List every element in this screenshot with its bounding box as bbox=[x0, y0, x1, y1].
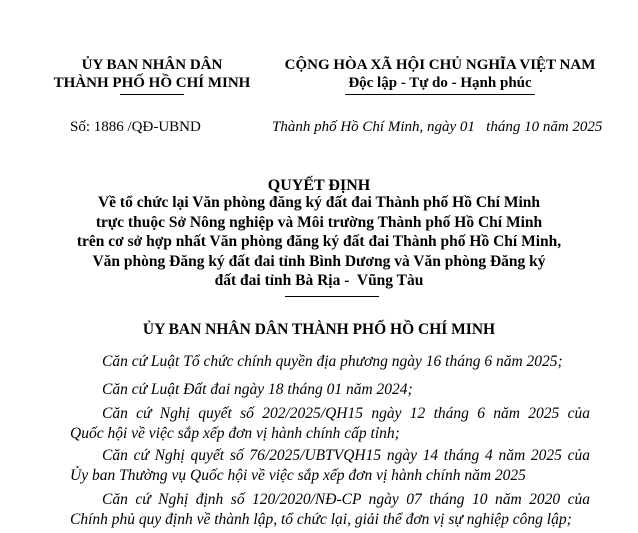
title-line-3: trên cơ sở hợp nhất Văn phòng đăng ký đất đai Thành phố Hồ Chí Minh, bbox=[76, 233, 562, 250]
title-line-1: Về tổ chức lại Văn phòng đăng ký đất đai Thành phố Hồ Chí Minh bbox=[97, 194, 540, 211]
issuer-underline bbox=[120, 94, 184, 95]
legal-ground-2: Căn cứ Luật Đất đai ngày 18 tháng 01 năm 2024; bbox=[102, 381, 413, 398]
legal-ground-4-cont: Ủy ban Thường vụ Quốc hội về việc sắp xếp đơn vị hành chính năm 2025 bbox=[70, 467, 526, 484]
title-underline bbox=[285, 296, 379, 297]
title-line-5: đất đai tỉnh Bà Rịa - Vũng Tàu bbox=[214, 272, 424, 289]
title-line-4: Văn phòng Đăng ký đất đai tỉnh Bình Dương và Văn phòng Đăng ký bbox=[92, 252, 546, 270]
issuer-name-line1: ỦY BAN NHÂN DÂN bbox=[81, 57, 223, 73]
legal-ground-1: Căn cứ Luật Tổ chức chính quyền địa phương ngày 16 tháng 6 năm 2025; bbox=[102, 353, 563, 370]
title-line-2: trực thuộc Sở Nông nghiệp và Môi trường Thành phố Hồ Chí Minh bbox=[95, 213, 543, 231]
national-motto: Độc lập - Tự do - Hạnh phúc bbox=[348, 75, 532, 91]
legal-ground-3: Căn cứ Nghị quyết số 202/2025/QH15 ngày 12 tháng 6 năm 2025 của bbox=[102, 405, 590, 422]
legal-ground-5: Căn cứ Nghị định số 120/2020/NĐ-CP ngày 07 tháng 10 năm 2020 của bbox=[102, 491, 590, 508]
place-and-date: Thành phố Hồ Chí Minh, ngày 01 tháng 10 năm 2025 bbox=[272, 119, 603, 135]
motto-underline bbox=[345, 94, 535, 95]
document-number: Số: 1886 /QĐ-UBND bbox=[70, 119, 201, 135]
legal-ground-3-cont: Quốc hội về việc sắp xếp đơn vị hành chính cấp tỉnh; bbox=[70, 425, 400, 442]
legal-ground-4: Căn cứ Nghị quyết số 76/2025/UBTVQH15 ngày 14 tháng 4 năm 2025 của bbox=[102, 447, 590, 464]
issuer-name-line2: THÀNH PHỐ HỒ CHÍ MINH bbox=[53, 75, 251, 91]
legal-ground-5-cont: Chính phủ quy định về thành lập, tổ chức lại, giải thể đơn vị sự nghiệp công lập; bbox=[70, 511, 572, 528]
authority-heading: ỦY BAN NHÂN DÂN THÀNH PHỐ HỒ CHÍ MINH bbox=[142, 321, 496, 338]
national-title: CỘNG HÒA XÃ HỘI CHỦ NGHĨA VIỆT NAM bbox=[284, 57, 596, 73]
decision-heading: QUYẾT ĐỊNH bbox=[267, 177, 371, 194]
